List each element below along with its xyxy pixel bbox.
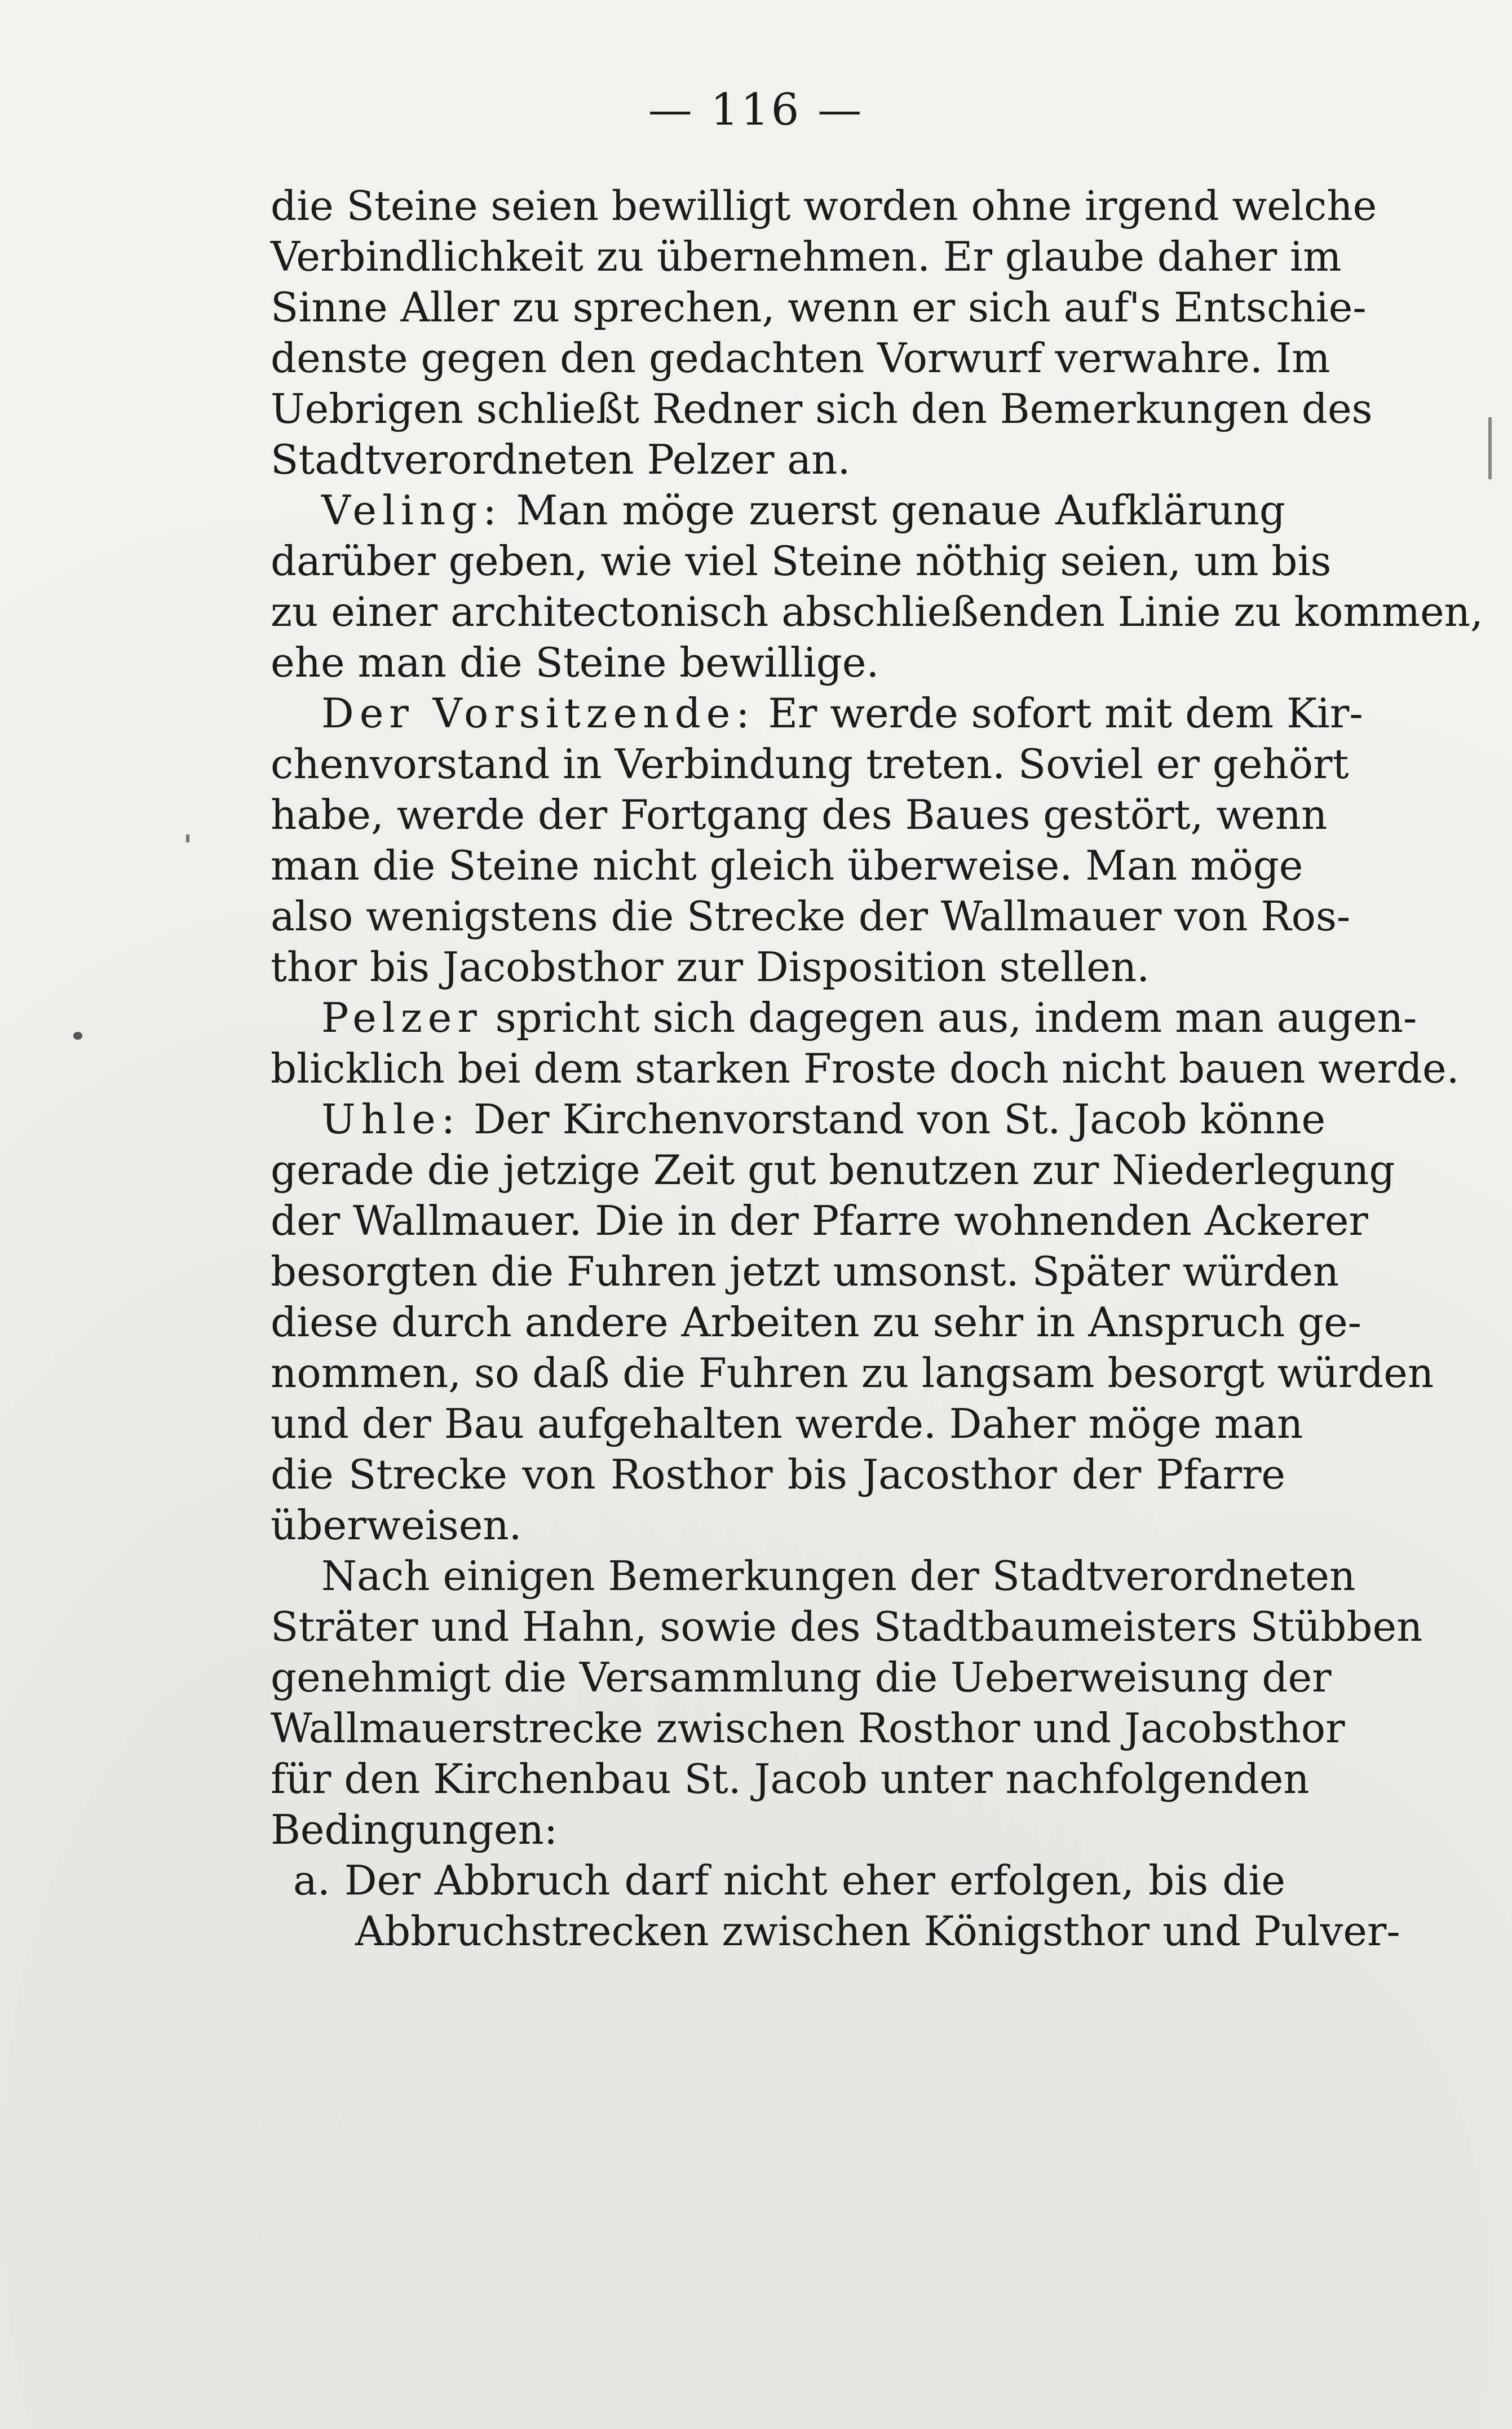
text-line: die Strecke von Rosthor bis Jacosthor der Pfarre: [271, 1451, 1285, 1498]
text-line: nommen, so daß die Fuhren zu langsam besorgt würden: [271, 1349, 1434, 1397]
text-line: [271, 1094, 1326, 1145]
text-line: Abbruchstrecken zwischen Königsthor und Pulver-: [355, 1907, 1400, 1955]
speaker-name: Der Vorsitzende:: [321, 690, 755, 737]
speaker-name: Veling:: [321, 487, 502, 534]
text-line: für den Kirchenbau St. Jacob unter nachfolgenden: [271, 1755, 1310, 1803]
speech-text: Der Kirchenvorstand von St. Jacob könne: [473, 1096, 1326, 1143]
text-line: [271, 992, 1417, 1043]
text-line: der Wallmauer. Die in der Pfarre wohnenden Ackerer: [271, 1197, 1368, 1244]
text-line: Wallmauerstrecke zwischen Rosthor und Jacobsthor: [271, 1704, 1345, 1752]
text-line: überweisen.: [271, 1501, 522, 1549]
speaker-name: Pelzer: [321, 994, 483, 1041]
text-line: also wenigstens die Strecke der Wallmauer von Ros-: [271, 893, 1351, 940]
text-line: blicklich bei dem starken Froste doch nicht bauen werde.: [271, 1045, 1460, 1092]
margin-speck: [186, 834, 189, 842]
text-line: [271, 485, 1285, 536]
margin-speck: [73, 1032, 82, 1040]
text-line: darüber geben, wie viel Steine nöthig seien, um bis: [271, 537, 1332, 585]
text-line: a. Der Abbruch darf nicht eher erfolgen, bis die: [293, 1857, 1285, 1904]
text-line: Verbindlichkeit zu übernehmen. Er glaube daher im: [271, 233, 1342, 280]
text-line: thor bis Jacobsthor zur Disposition stellen.: [271, 943, 1150, 991]
text-line: chenvorstand in Verbindung treten. Soviel er gehört: [271, 740, 1349, 788]
text-line: die Steine seien bewilligt worden ohne irgend welche: [271, 182, 1377, 229]
text-line: habe, werde der Fortgang des Baues gestört, wenn: [271, 791, 1328, 838]
margin-speck: [1488, 417, 1492, 479]
text-line: diese durch andere Arbeiten zu sehr in Anspruch ge-: [271, 1299, 1361, 1346]
text-line: denste gegen den gedachten Vorwurf verwahre. Im: [271, 334, 1330, 382]
text-line: besorgten die Fuhren jetzt umsonst. Später würden: [271, 1248, 1339, 1295]
text-line: man die Steine nicht gleich überweise. Man möge: [271, 842, 1303, 889]
page-number: — 116 —: [648, 85, 864, 135]
text-line: genehmigt die Versammlung die Ueberweisung der: [271, 1654, 1332, 1701]
text-line: Stadtverordneten Pelzer an.: [271, 436, 851, 483]
speech-text: Man möge zuerst genaue Aufklärung: [516, 487, 1285, 534]
text-line: Nach einigen Bemerkungen der Stadtverordneten: [321, 1552, 1356, 1600]
text-line: Uebrigen schließt Redner sich den Bemerkungen des: [271, 385, 1373, 432]
text-line: Bedingungen:: [271, 1806, 558, 1853]
text-line: Sträter und Hahn, sowie des Stadtbaumeisters Stübben: [271, 1603, 1423, 1650]
text-body: [271, 180, 1483, 1957]
text-line: ehe man die Steine bewillige.: [271, 639, 879, 686]
speaker-name: Uhle:: [321, 1096, 461, 1143]
text-line: [271, 688, 1363, 739]
text-line: Sinne Aller zu sprechen, wenn er sich auf's Entschie-: [271, 284, 1367, 331]
text-line: und der Bau aufgehalten werde. Daher möge man: [271, 1400, 1303, 1447]
text-line: gerade die jetzige Zeit gut benutzen zur Niederlegung: [271, 1146, 1395, 1194]
speech-text: Er werde sofort mit dem Kir-: [768, 690, 1363, 737]
speech-text: spricht sich dagegen aus, indem man augen-: [495, 994, 1417, 1041]
text-line: zu einer architectonisch abschließenden Linie zu kommen,: [271, 588, 1483, 635]
